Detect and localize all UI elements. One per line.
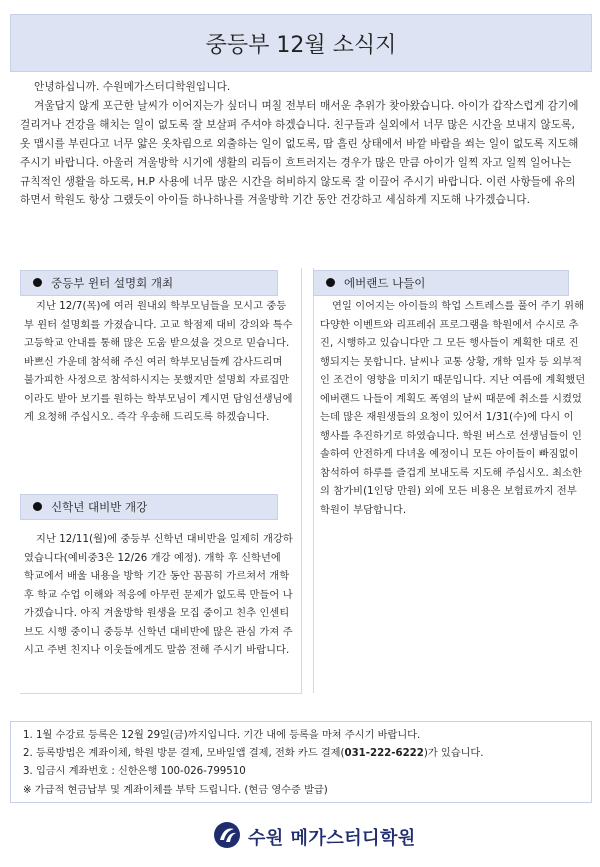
section-heading-winter — [20, 270, 278, 296]
megastudy-logo-icon — [212, 820, 242, 850]
greeting: 안녕하십니까. 수원메가스터디학원입니다. — [34, 81, 231, 93]
newsletter-title: 중등부 12월 소식지 — [205, 33, 397, 58]
intro-text — [20, 78, 582, 210]
notice-line-2: 2. 등록방법은 계좌이체, 학원 방문 결제, 모바일앱 결제, 전화 카드 결제(031-222-6222)가 있습니다. — [23, 748, 484, 760]
notice-line-1: 1. 1월 수강료 등록은 12월 29일(금)까지입니다. 기간 내에 등록을 마쳐 주시기 바랍니다. — [23, 730, 421, 741]
newclass-body: 지난 12/11(월)에 중등부 신학년 대비반을 일제히 개강하였습니다(예비중3은 12/26 개강 예정). 개학 후 신학년에 학교에서 배울 내용을 방학 기간 동안 꼼꼼히 가르쳐서 개학 후 학교 수업 이해와 적응에 아무런 문제가 없도록 만들어 나가겠습니다. 아직 겨울방학 원생을 모집 중이고 친추 인센티브도 시행 중이니 중등부 신학년 대비반에 많은 관심 가져 주시고 주변 친지나 이웃들에게도 말씀 전해 주시기 바랍니다. — [24, 534, 293, 656]
title-banner — [10, 14, 592, 72]
academy-name: 수원 메가스터디학원 — [248, 828, 416, 849]
bullet-icon — [33, 502, 42, 511]
section-title: 신학년 대비반 개강 — [51, 500, 148, 514]
bullet-icon — [326, 278, 335, 287]
section-heading-newclass — [20, 494, 278, 520]
winter-body: 지난 12/7(목)에 여러 원내외 학부모님들을 모시고 중등부 윈터 설명회를 가졌습니다. 고교 학점제 대비 강의와 특수 고등학교 안내를 통해 많은 도움 받으셨을 것으로 믿습니다. 바쁘신 가운데 참석해 주신 여러 학부모님들께 감사드리며 불가피한 사정으로 참석하시지는 못했지만 설명회 자료집만이라도 받아 보기를 원하는 학부모님이 계시면 담임선생님에게 요청해 주십시오. 즉각 우송해 드리도록 하겠습니다. — [24, 301, 293, 423]
section-title: 중등부 윈터 설명회 개최 — [51, 276, 174, 290]
intro-paragraph: 겨울답지 않게 포근한 날씨가 이어지는가 싶더니 며칠 전부터 매서운 추위가 찾아왔습니다. 아이가 갑작스럽게 감기에 걸리거나 건강을 해치는 일이 없도록 잘 보살펴 주셔야 하겠습니다. 친구들과 실외에서 너무 많은 시간을 보내지 않도록, 옷 맵시를 부린다고 너무 얇은 옷차림으로 외출하는 일이 없도록, 땀 흘린 상태에서 바깥 바람을 쐬는 일이 없도록 지도해 주시기 바랍니다. 아울러 겨울방학 시기에 생활의 리듬이 흐트러지는 경우가 많은 만큼 아이가 일찍 자고 일찍 일어나는 규칙적인 생활을 하도록, H.P 사용에 너무 많은 시간을 허비하지 않도록 잘 이끌어 주시기 바랍니다. 이런 사항들에 유의하면서 학원도 항상 그랬듯이 아이들 하나하나를 겨울방학 기간 동안 건강하고 세심하게 지도해 나가겠습니다. — [20, 99, 579, 207]
phone-number: 031-222-6222 — [344, 748, 424, 760]
notice-line-3: 3. 입금시 계좌번호 : 신한은행 100-026-799510 — [23, 766, 246, 778]
bullet-icon — [33, 278, 42, 287]
everland-body: 연일 이어지는 아이들의 학업 스트레스를 풀어 주기 위해 다양한 이벤트와 리프레쉬 프로그램을 학원에서 수시로 추진, 시행하고 있습니다만 그 모든 행사들이 계획한 대로 진행되지는 못합니다. 날씨나 교통 상황, 개학 일자 등 외부적인 조건이 영향을 미치기 때문입니다. 지난 여름에 계획했던 에버랜드 나들이 계획도 폭염의 날씨 때문에 취소를 시켰었는데 많은 재원생들의 요청이 있어서 1/31(수)에 다시 이 행사를 추진하기로 하였습니다. 학원 버스로 선생님들이 인솔하여 안전하게 다녀올 예정이니 모든 아이들이 빠짐없이 참석하여 하루를 즐겁게 보내도록 지도해 주십시오. 최소한의 참가비(1인당 만원) 외에 모든 비용은 보험료까지 전부 학원이 부담합니다. — [320, 301, 586, 516]
notice-line-4: ※ 가급적 현금납부 및 계좌이체를 부탁 드립니다. (현금 영수증 발급) — [23, 784, 328, 796]
section-title: 에버랜드 나들이 — [344, 276, 426, 290]
section-heading-everland — [313, 270, 569, 296]
notice-box — [10, 721, 592, 803]
